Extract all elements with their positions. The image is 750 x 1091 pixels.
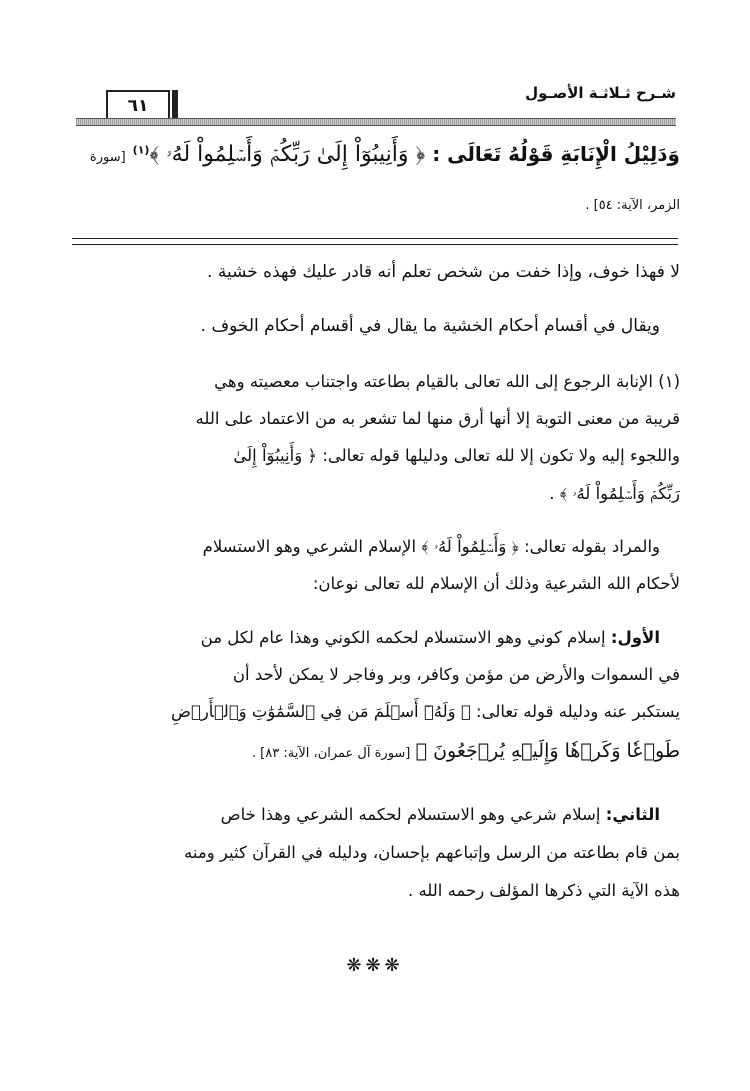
surah-reference: [سورة آل عمران، الآية: ٨٣] . xyxy=(251,746,411,761)
evidence-intro: وَدَلِيْلُ الْإِنَابَةِ قَوْلُهُ تَعَالَى : xyxy=(432,142,680,166)
surah-reference: [سورة xyxy=(89,150,126,165)
header-rule xyxy=(76,118,676,126)
quran-ayah: طَوۡعٗا وَكَرۡهٗا وَإِلَيۡهِ يُرۡجَعُونَ ﴾ xyxy=(415,740,680,762)
footnote-marker: (١) xyxy=(132,143,150,157)
footnote-line: (١) الإنابة الرجوع إلى الله تعالى بالقيام بطاعته واجتناب معصيته وهي xyxy=(214,372,680,391)
second-type-text: إسلام شرعي وهو الاستسلام لحكمه الشرعي وهذا خاص xyxy=(220,805,601,824)
first-type-label: الأول: xyxy=(610,628,660,647)
surah-reference-continued: الزمر، الآية: ٥٤] . xyxy=(585,198,680,213)
footnote-line: هذه الآية التي ذكرها المؤلف رحمه الله . xyxy=(407,881,680,900)
second-type-label: الثاني: xyxy=(605,805,660,824)
footnote-line: لأحكام الله الشرعية وذلك أن الإسلام لله تعالى نوعان: xyxy=(312,574,680,593)
footnote-line: والمراد بقوله تعالى: ﴿ وَأَسۡلِمُواْ لَهُۥ ﴾ الإسلام الشرعي وهو الاستسلام xyxy=(202,537,660,556)
footnote-line: رَبِّكُمۡ وَأَسۡلِمُواْ لَهُۥ ﴾ . xyxy=(549,484,680,503)
footnote-line: واللجوء إليه ولا تكون إلا لله تعالى ودليلها قوله تعالى: ﴿ وَأَنِيبُوٓاْ إِلَىٰ xyxy=(233,446,680,465)
footnote-line: في السموات والأرض من مؤمن وكافر، وبر وفاجر لا يمكن لأحد أن xyxy=(232,665,680,684)
footnote-line xyxy=(201,628,660,647)
quran-ayah: ﴿ وَأَنِيبُوٓاْ إِلَىٰ رَبِّكُمۡ وَأَسۡلِمُواْ لَهُۥ ﴾ xyxy=(149,142,426,167)
separator-rule xyxy=(72,238,678,239)
evidence-line xyxy=(90,142,680,167)
footnote-line: يستكبر عنه ودليله قوله تعالى: ﴿ وَلَهُۥٓ أَسۡلَمَ مَن فِي ٱلسَّمَٰوَٰتِ وَٱلۡأَرۡضِ xyxy=(170,702,680,721)
paragraph: لا فهذا خوف، وإذا خفت من شخص تعلم أنه قادر عليك فهذه خشية . xyxy=(207,262,680,282)
running-header xyxy=(76,84,676,122)
book-title: شـرح ثـلاثـة الأصـول xyxy=(525,84,676,102)
footnote-line xyxy=(221,805,660,824)
footnote-line: بمن قام بطاعته من الرسل وإتباعهم بإحسان، ودليله في القرآن كثير ومنه xyxy=(184,843,680,862)
ornament-stars: ❋❋❋ xyxy=(346,955,404,976)
first-type-text: إسلام كوني وهو الاستسلام لحكمه الكوني وهذا عام لكل من xyxy=(200,628,606,647)
footnote-line: قريبة من معنى التوبة إلا أنها أرق منها لما تشعر به من الاعتماد على الله xyxy=(195,409,680,428)
footnote-line xyxy=(252,740,680,762)
paragraph: ويقال في أقسام أحكام الخشية ما يقال في أقسام أحكام الخوف . xyxy=(200,316,660,336)
separator-rule xyxy=(72,244,678,245)
page-number: ٦١ xyxy=(106,90,170,120)
